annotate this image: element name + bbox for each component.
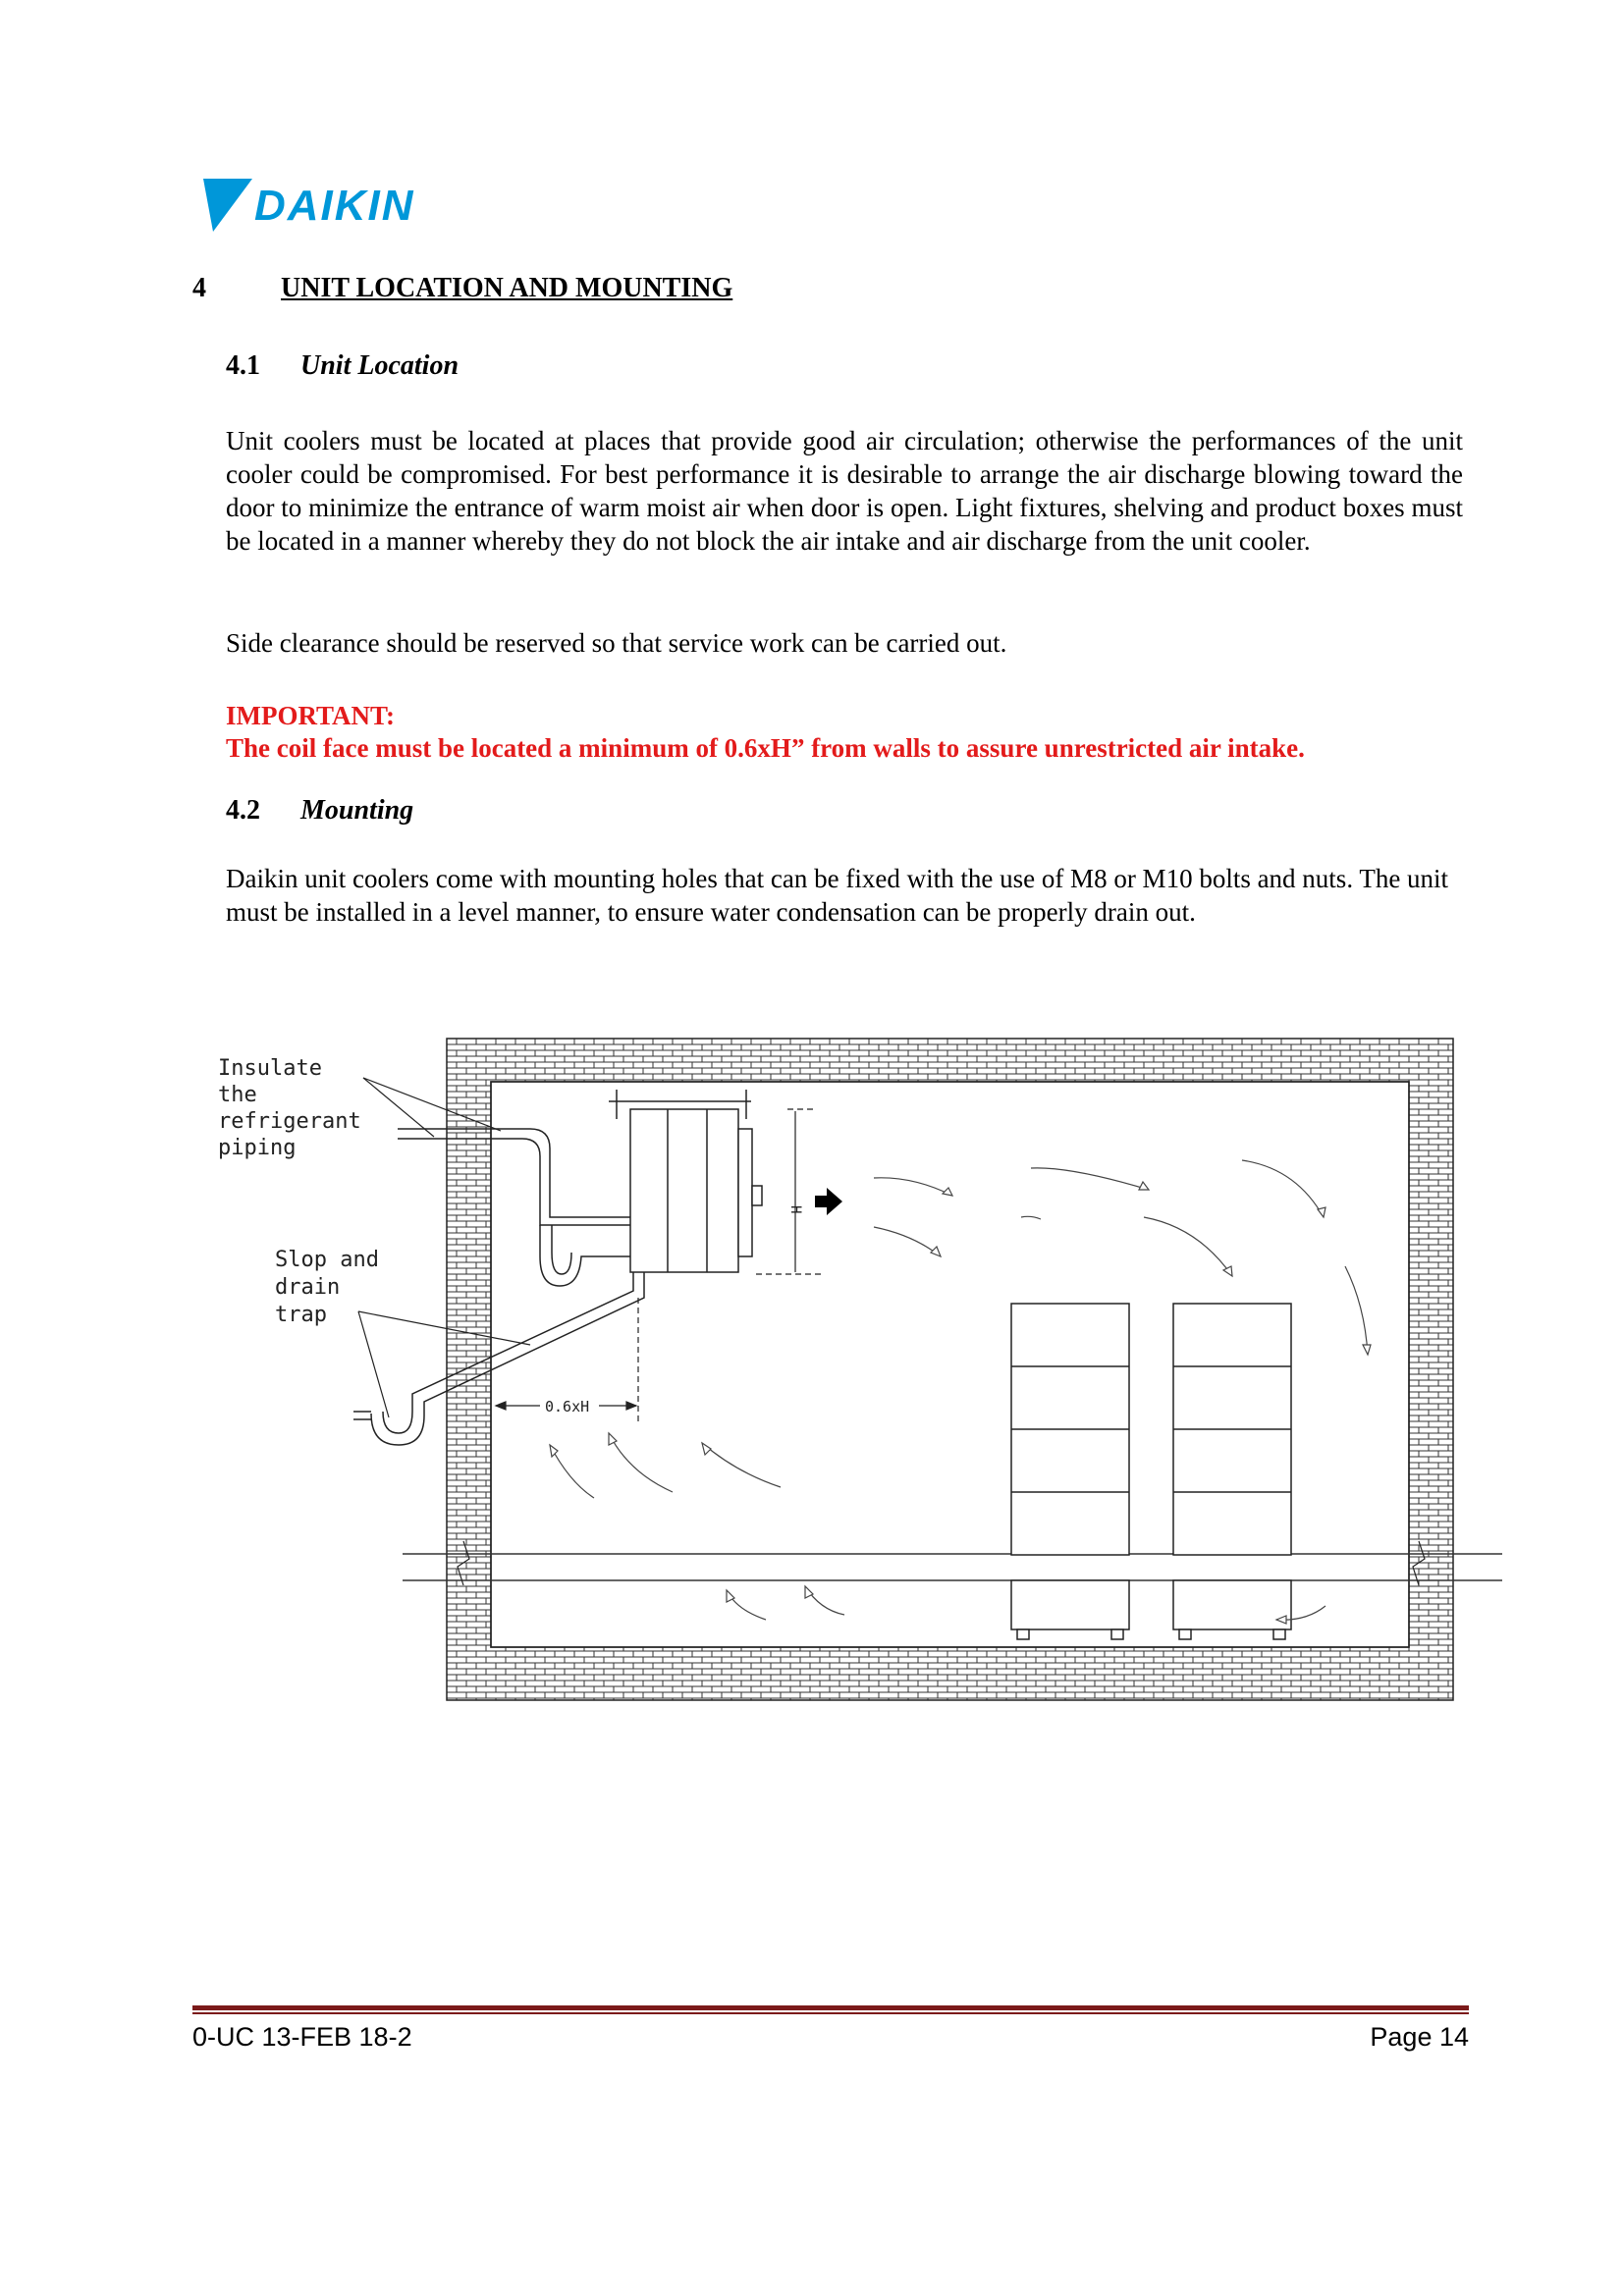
installation-diagram — [206, 1021, 1512, 1708]
svg-text:Slop and: Slop and — [275, 1248, 379, 1272]
footer-doc-code: 0-UC 13-FEB 18-2 — [192, 2022, 412, 2052]
subsection-number: 4.2 — [226, 795, 260, 826]
room-walls — [447, 1039, 1453, 1700]
mounting-paragraph: Daikin unit coolers come with mounting holes that can be fixed with the use of M8 or M10 bolts and nuts. The unit must be installed in a level manner, to ensure water condensation can be properly drain out. — [226, 864, 1449, 927]
daikin-logo-text: DAIKIN — [254, 182, 415, 230]
important-text: The coil face must be located a minimum of 0.6xH” from walls to assure unrestricted air intake. — [226, 733, 1305, 763]
installation-diagram-svg — [206, 1021, 1512, 1708]
drain-pipe — [353, 1272, 644, 1445]
footer-page-number: Page 14 — [1370, 2022, 1469, 2052]
discharge-arrow-icon — [815, 1188, 842, 1215]
svg-text:Insulate: Insulate — [218, 1056, 322, 1081]
svg-text:the: the — [218, 1083, 257, 1107]
location-paragraph: Unit coolers must be located at places that provide good air circulation; otherwise the performances of the unit cooler could be compromised. For best performance it is desirable to arrange the air discharge blowing toward the door to minimize the entrance of warm moist air when door is open. Light fixtures, shelving and product boxes must be located in a manner whereby they do not block the air intake and air discharge from the unit cooler. — [226, 426, 1463, 556]
section-heading — [192, 273, 732, 304]
unit-cooler — [609, 1090, 762, 1272]
svg-text:refrigerant: refrigerant — [218, 1109, 361, 1134]
section-number: 4 — [192, 273, 206, 303]
section-title: UNIT LOCATION AND MOUNTING — [281, 273, 733, 303]
height-label: H — [787, 1205, 803, 1214]
daikin-logo-mark — [201, 177, 466, 236]
svg-text:drain: drain — [275, 1275, 341, 1300]
subsection-title: Mounting — [300, 795, 414, 826]
subsection-number: 4.1 — [226, 350, 260, 381]
subsection-title: Unit Location — [300, 350, 460, 381]
slop-label — [275, 1248, 379, 1327]
clearance-label: 0.6xH — [545, 1398, 590, 1415]
product-boxes — [1011, 1304, 1291, 1639]
clearance-paragraph: Side clearance should be reserved so that service work can be carried out. — [226, 628, 1007, 658]
floor-line — [403, 1554, 1502, 1580]
height-dimension — [756, 1109, 823, 1274]
subsection-heading-location — [226, 350, 459, 382]
subsection-heading-mounting — [226, 795, 413, 827]
refrigerant-piping — [398, 1129, 630, 1286]
svg-text:trap: trap — [275, 1303, 327, 1327]
important-label: IMPORTANT: — [226, 701, 396, 730]
footer-rule-lines — [192, 2005, 1469, 2015]
svg-text:piping: piping — [218, 1136, 297, 1160]
insulate-label — [218, 1056, 361, 1160]
daikin-logo — [201, 177, 466, 236]
footer-rule — [192, 2002, 1469, 2012]
